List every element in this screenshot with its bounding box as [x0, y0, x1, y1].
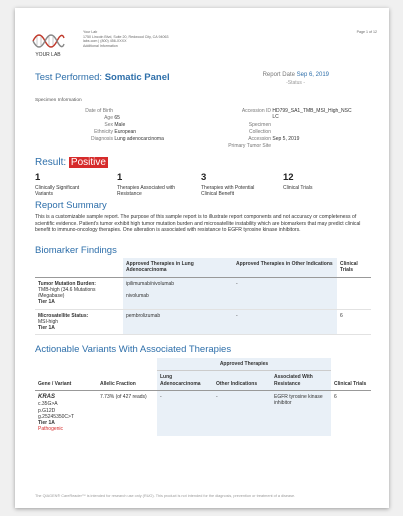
patient-diagnosis [35, 136, 164, 142]
lung-therapy-cell [123, 277, 233, 309]
lab-name: Your Lab [83, 30, 98, 34]
biomarker-tier: Tier 1A [38, 325, 55, 331]
patient-field-value: Lung adenocarcinoma [114, 136, 164, 142]
patient-dob [35, 108, 113, 114]
specimen-field-value: HD799_SA1_TMB_MSI_High_NSC [272, 108, 352, 114]
specimen-field-label: Primary Tumor Site [228, 143, 271, 149]
biomarker-heading: Biomarker Findings [35, 245, 117, 256]
patient-field-value: 65 [114, 115, 120, 121]
specimen-primary-site [205, 143, 271, 149]
allelic-fraction-cell: 7.73% (of 427 reads) [100, 393, 147, 400]
variant-g: g.25245350C>T [38, 413, 75, 420]
other-therapy-cell: - [213, 390, 271, 435]
report-status: -Status - [286, 80, 305, 86]
column-header: Approved Therapies in Other Indications [233, 258, 337, 277]
specimen-accession-date [205, 136, 299, 142]
gene-variant-cell [35, 390, 97, 435]
table-row [35, 390, 371, 435]
column-header: Other Indications [213, 371, 271, 391]
column-header: Lung Adenocarcinoma [157, 371, 213, 391]
stat-number: 1 [117, 172, 123, 183]
patient-field-label: Diagnosis [91, 136, 113, 142]
lab-additional-info: Additional Information [83, 44, 118, 49]
summary-heading: Report Summary [35, 200, 107, 211]
dna-helix-icon [31, 32, 65, 50]
specimen-field-value: LC [272, 114, 279, 120]
title-main: Somatic Panel [104, 72, 170, 83]
stat-label: Therapies Associated with Resistance [117, 184, 176, 198]
resistance-cell: EGFR tyrosine kinase inhibitor [271, 390, 331, 435]
specimen-field-label: Accession ID [241, 108, 271, 114]
lab-contact: labs.com | (800) 456-XXXX [83, 39, 127, 44]
biomarker-cell [35, 277, 123, 309]
patient-field-value: European [114, 129, 137, 135]
lung-therapy-cell: pembrolizumab [123, 309, 233, 335]
therapy-name: ipilimumab/nivolumab [126, 280, 175, 287]
biomarker-table [35, 258, 371, 335]
page-title [35, 72, 170, 84]
actionable-heading: Actionable Variants With Associated Therapies [35, 344, 232, 355]
pathogenicity-label: Pathogenic [38, 426, 64, 433]
trials-cell [337, 277, 371, 309]
title-prefix: Test Performed: [35, 72, 105, 83]
specimen-type [205, 122, 271, 128]
stat-number: 1 [35, 172, 41, 183]
specimen-field-value: Sep 5, 2019 [272, 136, 300, 142]
lung-therapy-cell: - [157, 390, 213, 435]
variant-p: p.G12D [38, 407, 56, 414]
gene-name: KRAS [38, 393, 56, 400]
stat-label: Therapies with Potential Clinical Benefit [201, 184, 255, 198]
specimen-collection [205, 129, 271, 135]
patient-field-label: Date of Birth [85, 108, 113, 114]
variant-tier: Tier 1A [38, 420, 55, 426]
biomarker-name: Tumor Mutation Burden: [38, 280, 96, 287]
patient-field-value: Male [114, 122, 126, 128]
biomarker-cell [35, 309, 123, 335]
biomarker-detail: MSI-high [38, 318, 59, 325]
biomarker-name: Microsatellite Status: [38, 312, 89, 319]
specimen-header: Specimen Information [35, 98, 82, 103]
column-header: Associated With Resistance [271, 371, 331, 391]
column-header: Approved Therapies in Lung Adenocarcinoma [123, 258, 233, 277]
result-badge: Positive [70, 157, 106, 168]
trials-cell: 6 [337, 309, 371, 335]
stat-clinical-trials [283, 172, 312, 191]
therapy-name: nivolumab [126, 292, 149, 299]
summary-text: This is a customizable sample report. The purpose of this sample report is to illustrate report components and not accuracy or completeness of scientific evidence. Patient's tumor exhibit high tumor mutation burden and microsatellite instability which are biomarkers that may predict clinical benefit to immuno-oncology therapies. One alteration is associated with resistance to EGFR tyrosine kinase inhibitors. [35, 214, 361, 234]
stat-label: Clinical Trials [283, 184, 313, 191]
specimen-field-label: Specimen [248, 122, 271, 128]
specimen-field-label: Collection [249, 129, 271, 135]
column-header: Clinical Trials [337, 258, 371, 277]
patient-field-label: Age [104, 115, 113, 121]
lab-info [83, 30, 168, 49]
lab-address: 1750 Lincoln Blvd, Suite 20, Redwood City, CA 94063 [83, 34, 169, 39]
stat-significant-variants [35, 172, 79, 197]
patient-age [35, 115, 120, 121]
column-header: Allelic Fraction [97, 371, 157, 391]
report-date-value: Sep 6, 2019 [296, 72, 329, 78]
biomarker-tier: Tier 1A [38, 299, 55, 306]
table-row [35, 277, 371, 309]
report-date [263, 72, 329, 80]
specimen-accession-id-cont [205, 114, 279, 120]
other-therapy-cell: - [233, 309, 337, 335]
stat-label: Clinically Significant Variants [35, 184, 80, 198]
trials-cell: 6 [334, 393, 337, 400]
specimen-field-label: Accession [248, 136, 271, 142]
lab-logo [31, 32, 65, 58]
actionable-table [35, 358, 371, 436]
patient-ethnicity [35, 129, 136, 135]
table-header-row [35, 371, 371, 391]
approved-therapies-group: Approved Therapies [157, 358, 331, 371]
table-group-header-row [35, 358, 371, 371]
other-therapy-cell: - [233, 277, 337, 309]
table-header-row [35, 258, 371, 277]
logo-text: YOUR LAB [35, 52, 61, 58]
stat-number: 3 [201, 172, 207, 183]
column-header [35, 258, 123, 277]
patient-field-label: Ethnicity [94, 129, 113, 135]
stat-benefit-therapies [201, 172, 254, 197]
page-number: Page 1 of 12 [356, 30, 377, 34]
table-row [35, 309, 371, 335]
patient-sex [35, 122, 125, 128]
variant-c: c.35G>A [38, 401, 58, 408]
stat-resistance-therapies [117, 172, 175, 197]
column-header: Clinical Trials [331, 371, 371, 391]
report-date-label: Report Date [262, 72, 295, 78]
result-label: Result: [35, 157, 67, 168]
footer-disclaimer: The QIAGEN® CareReader™ is intended for research use only (RUO). This product is not intended for the diagnosis, prevention or treatment of a disease. [35, 494, 296, 498]
biomarker-detail: TMB-high (34.6 Mutations /Megabase) [38, 286, 96, 299]
patient-field-label: Sex [104, 122, 113, 128]
column-header: Gene / Variant [35, 371, 97, 391]
report-page [15, 8, 389, 508]
result-heading [35, 157, 108, 170]
stat-number: 12 [283, 172, 294, 183]
